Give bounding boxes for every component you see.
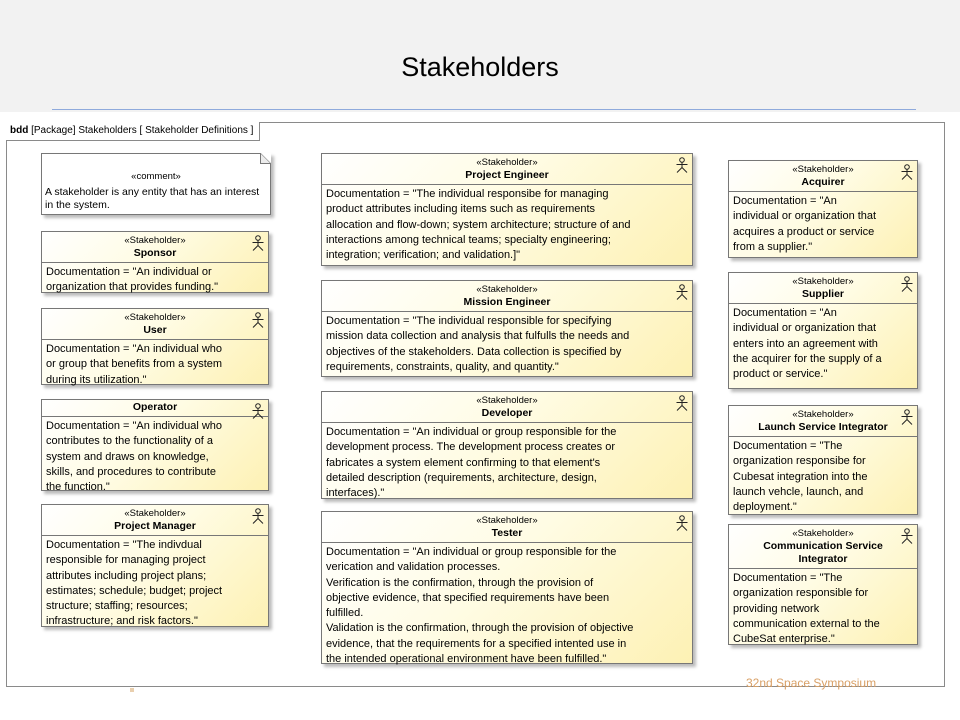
comment-text: A stakeholder is any entity that has an interest in the system.: [45, 186, 260, 211]
stakeholder-block-acquirer[interactable]: [728, 160, 918, 258]
block-header: [729, 161, 917, 192]
block-header: [322, 512, 692, 543]
block-name: Acquirer: [801, 176, 845, 188]
comment-note[interactable]: [41, 153, 271, 215]
block-documentation: Documentation = "An individual or organization that acquires a product or service from a supplier.": [733, 195, 877, 253]
stakeholder-block-supplier[interactable]: [728, 272, 918, 389]
block-documentation: Documentation = "An individual or group responsible for the development process. The development process creates or fabricates a system element confirming to that element's detailed description (requirements, architecture, design, interfaces).": [326, 426, 617, 500]
actor-icon: [252, 312, 264, 328]
diagram-frame-name: [Package] Stakeholders [ Stakeholder Definitions ]: [31, 125, 254, 136]
actor-icon: [901, 276, 913, 292]
block-name: Sponsor: [133, 247, 177, 259]
stakeholder-block-project-engineer[interactable]: [321, 153, 693, 266]
block-name: Communication Service Integrator: [763, 540, 883, 565]
footer-text: 32nd Space Symposium: [746, 676, 877, 690]
block-documentation: Documentation = "The individual responsibe for managing product attributes including items such as requirements allocation and flow-down; system architecture; structure of and interactions among technical teams; specialty engineering; integration; verification; and validation.]": [326, 188, 631, 262]
actor-icon: [901, 528, 913, 544]
block-header: [322, 281, 692, 312]
block-documentation: Documentation = "An individual who contributes to the functionality of a system and draws on knowledge, skills, and procedures to contribute the function.": [46, 420, 223, 494]
block-header: [42, 232, 268, 263]
block-documentation: Documentation = "An individual or organization that enters into an agreement with the acquirer for the supply of a product or service.": [733, 307, 882, 381]
actor-icon: [901, 164, 913, 180]
block-name: User: [143, 324, 167, 336]
block-stereotype: «Stakeholder»: [792, 409, 854, 420]
block-documentation: Documentation = "An individual or group responsible for the verication and validation processes. Verification is the confirmation, through the provision of objective evidence, that specified requirements have been fulfilled. Validation is the confirmation, through the provision of objective evidence, that the requirements for a specified intented use in the intended operational environment have been fulfilled.": [326, 546, 634, 666]
block-header: [729, 406, 917, 437]
block-name: Developer: [481, 407, 533, 419]
actor-icon: [676, 395, 688, 411]
footer-mark: [130, 688, 134, 692]
block-header: [322, 154, 692, 185]
block-documentation: Documentation = "The organization responsibe for Cubesat integration into the launch vehcle, launch, and deployment.": [733, 440, 868, 514]
stakeholder-block-project-manager[interactable]: [41, 504, 269, 627]
actor-icon: [676, 515, 688, 531]
stakeholder-block-sponsor[interactable]: [41, 231, 269, 293]
actor-icon: [252, 403, 264, 419]
block-stereotype: «Stakeholder»: [476, 395, 538, 406]
block-name: Launch Service Integrator: [758, 421, 888, 433]
block-name: Mission Engineer: [463, 296, 551, 308]
block-stereotype: «Stakeholder»: [792, 528, 854, 539]
block-documentation: Documentation = "An individual or organization that provides funding.": [46, 266, 219, 294]
block-stereotype: «Stakeholder»: [476, 157, 538, 168]
block-name: Project Manager: [114, 520, 196, 532]
actor-icon: [901, 409, 913, 425]
block-header: [42, 400, 268, 417]
block-name: Tester: [491, 527, 523, 539]
block-header: [42, 309, 268, 340]
block-documentation: Documentation = "The organization responsible for providing network communication external to the CubeSat enterprise.": [733, 572, 880, 646]
stakeholder-block-user[interactable]: [41, 308, 269, 385]
block-documentation: Documentation = "The individual responsible for specifying mission data collection and analysis that fulfulls the needs and objectives of the stakeholders. Data collection is specified by requirements, constraints, quality, and quantity.": [326, 315, 630, 373]
page-title: Stakeholders: [401, 52, 559, 82]
block-stereotype: «Stakeholder»: [476, 284, 538, 295]
block-header: [729, 525, 917, 569]
block-documentation: Documentation = "The indivdual responsible for managing project attributes including project plans; estimates; schedule; budget; project structure; staffing; resources; infrastructure; and risk factors.": [46, 539, 223, 628]
diagram-frame-label: [6, 122, 260, 141]
actor-icon: [252, 508, 264, 524]
actor-icon: [676, 284, 688, 300]
block-stereotype: «Stakeholder»: [792, 276, 854, 287]
block-stereotype: «Stakeholder»: [124, 312, 186, 323]
title-divider: [52, 109, 916, 110]
stakeholder-block-mission-engineer[interactable]: [321, 280, 693, 377]
block-stereotype: «Stakeholder»: [792, 164, 854, 175]
block-documentation: Documentation = "An individual who or group that benefits from a system during its utilization.": [46, 343, 223, 386]
comment-stereotype: «comment»: [131, 171, 181, 182]
actor-icon: [676, 157, 688, 173]
block-header: [729, 273, 917, 304]
diagram-kind: bdd: [10, 125, 29, 136]
actor-icon: [252, 235, 264, 251]
block-name: Operator: [132, 401, 178, 413]
stakeholder-block-tester[interactable]: [321, 511, 693, 664]
stakeholder-block-developer[interactable]: [321, 391, 693, 499]
block-stereotype: «Stakeholder»: [476, 515, 538, 526]
stakeholder-block-communication-service-integrator[interactable]: [728, 524, 918, 645]
block-name: Supplier: [801, 288, 844, 300]
block-stereotype: «Stakeholder»: [124, 235, 186, 246]
block-name: Project Engineer: [465, 169, 549, 181]
block-stereotype: «Stakeholder»: [124, 508, 186, 519]
block-header: [42, 505, 268, 536]
stakeholder-block-operator[interactable]: [41, 399, 269, 494]
block-header: [322, 392, 692, 423]
stakeholder-block-launch-service-integrator[interactable]: [728, 405, 918, 515]
